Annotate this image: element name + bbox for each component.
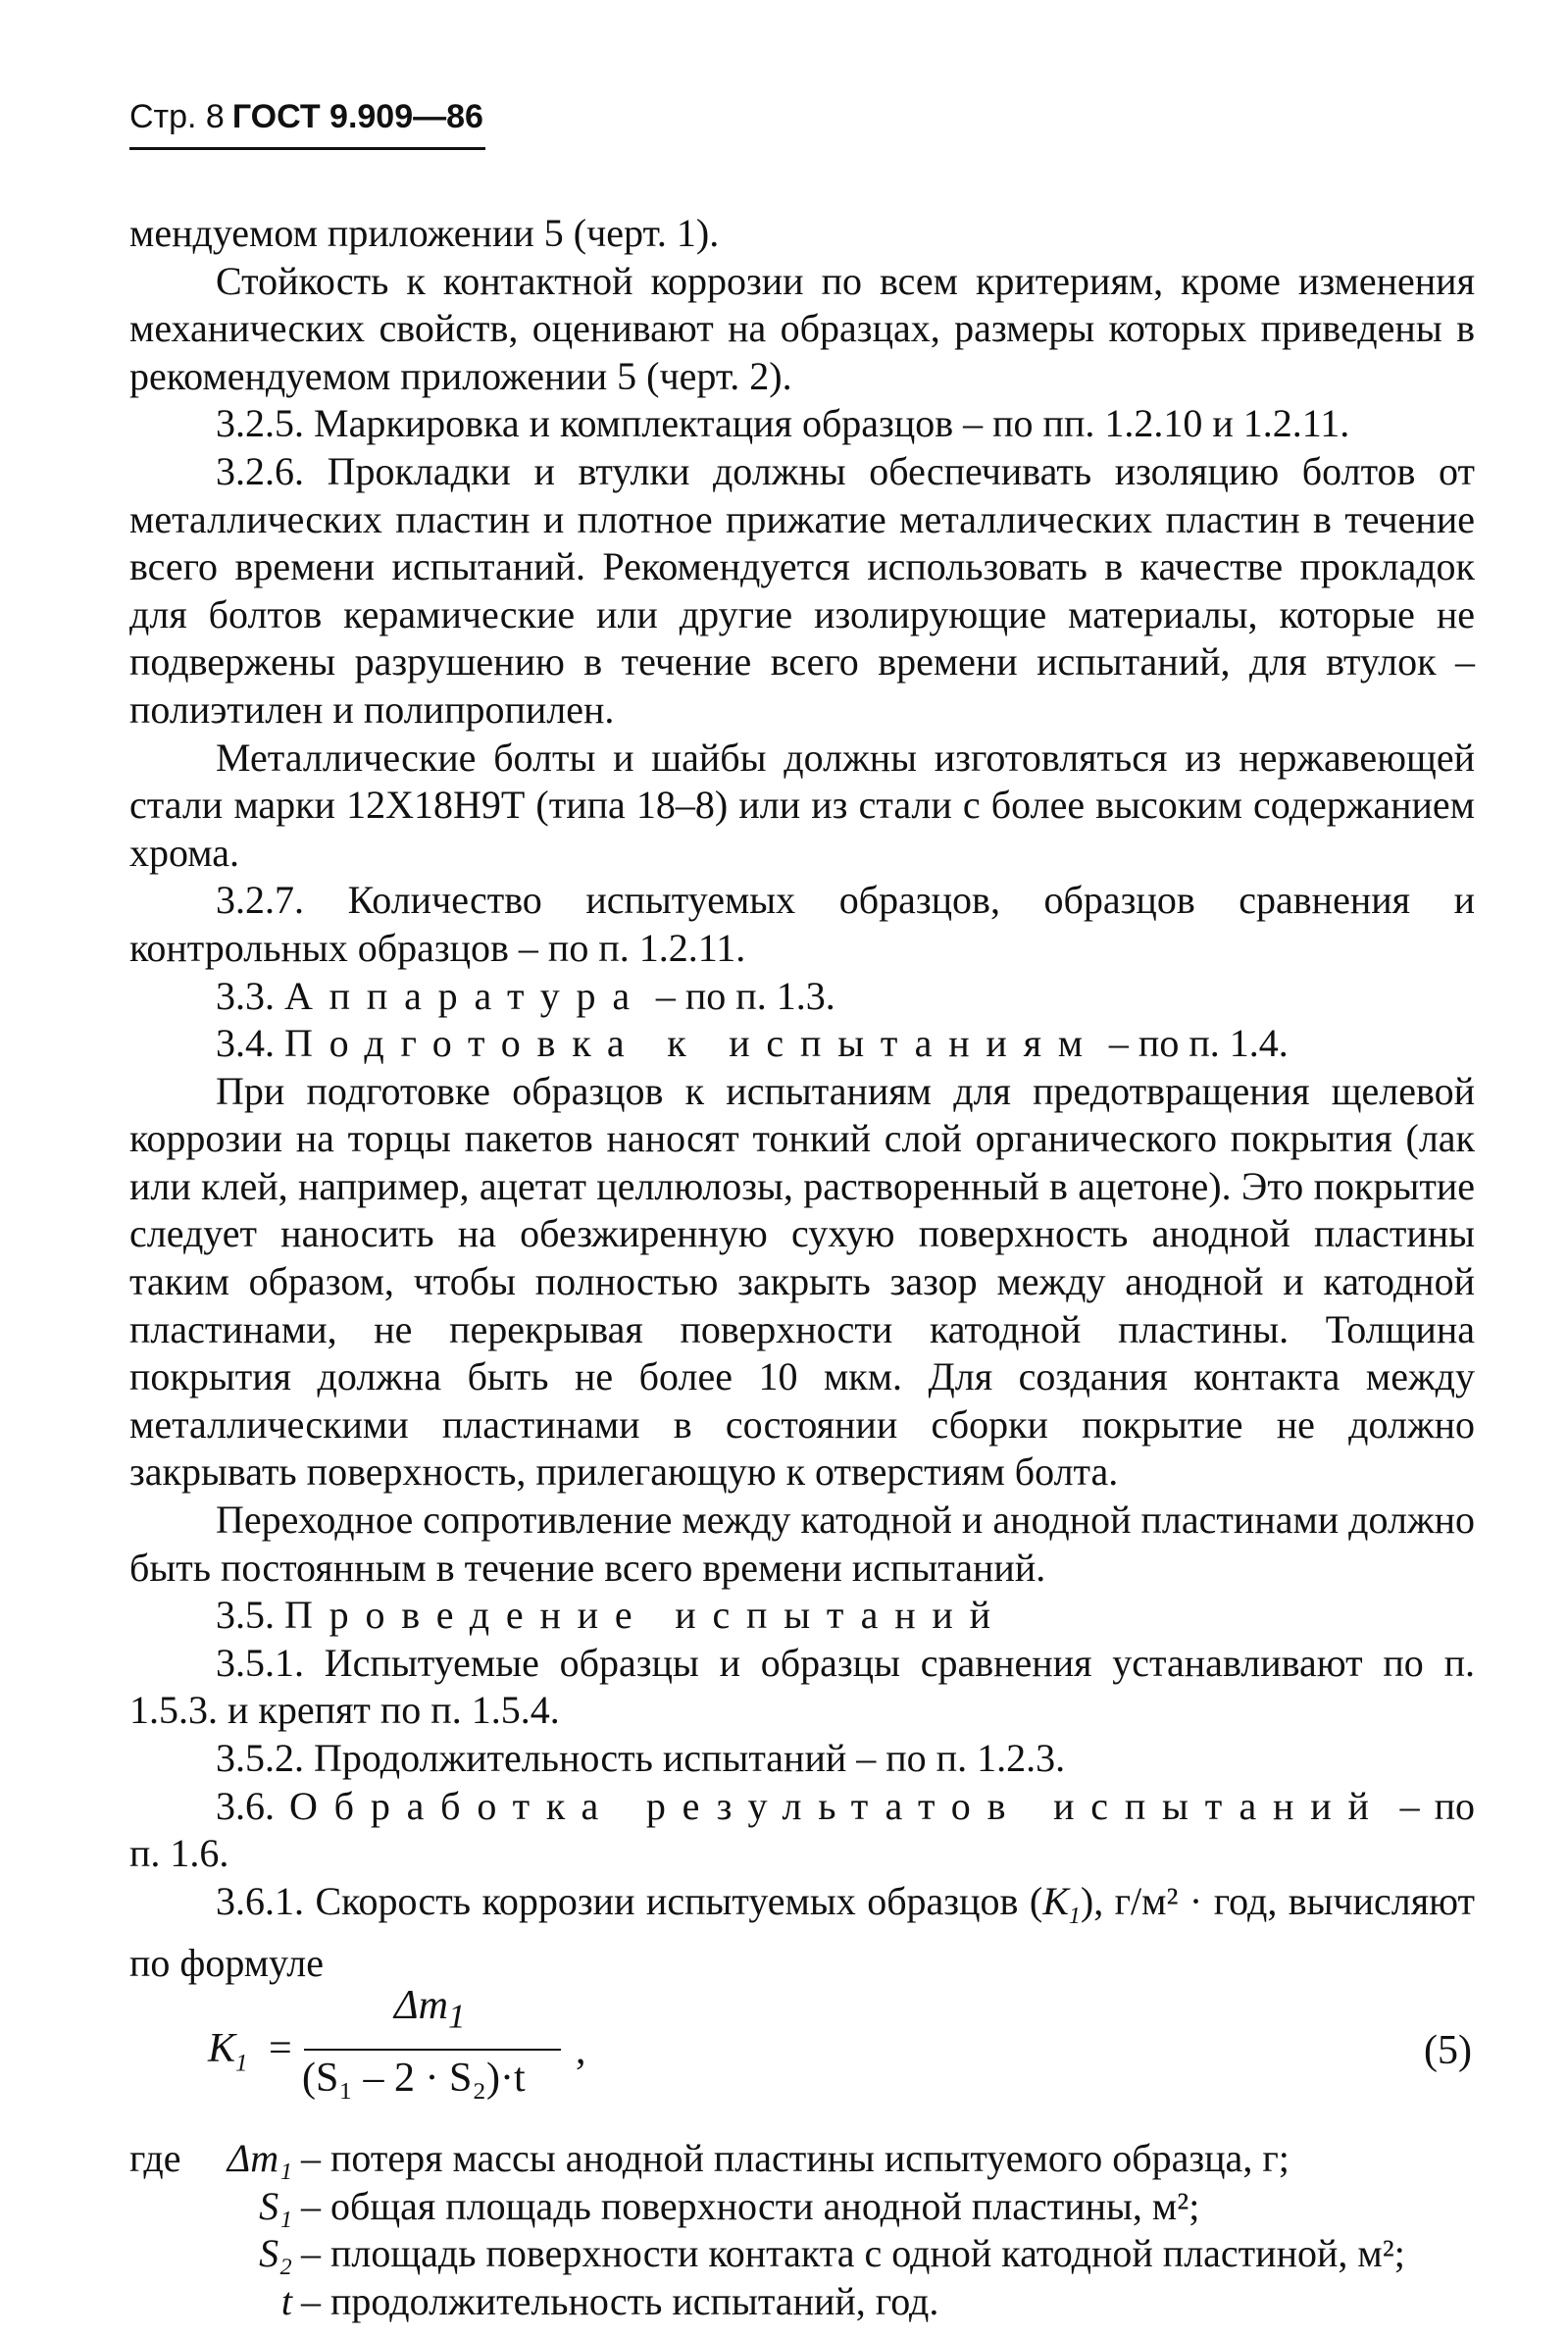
formula: [129, 1982, 1475, 2135]
section-heading: [129, 1783, 1475, 1878]
standard-title: ГОСТ 9.909—86: [231, 98, 483, 135]
formula-number: (5): [1424, 2027, 1472, 2073]
symbol: [1042, 1878, 1081, 1929]
paragraph-text: 3.6.1. Скорость коррозии испытуемых образцов (: [216, 1878, 1043, 1923]
section-number: 3.5.: [216, 1593, 275, 1638]
paragraph: 3.5.2. Продолжительность испытаний – по п. 1.2.3.: [216, 1736, 1066, 1780]
paragraph: При подготовке образцов к испытаниям для предотвращения щелевой коррозии на торцы пакетов наносят тонкий слой органического покрытия (лак или клей, например, ацетат целлюлозы, растворенный в ацетоне). Это покрытие следует наносить на обезжиренную сухую поверхность анодной пластины таким образом, чтобы полностью закрыть зазор между анодной и катодной пластинами, не перекрывая поверхности катодной пластины. Толщина покрытия должна быть не более 10 мкм. Для создания контакта между металлическими пластинами в состоянии сборки покрытие не должно закрывать поверхность, прилегающую к отверстиям болта.: [129, 1068, 1475, 1495]
definition-symbol: t: [280, 2278, 292, 2323]
document-body: [129, 210, 1475, 2325]
page-header: [129, 100, 483, 133]
formula-denominator: (S₁ – 2 · S₂)·t: [302, 2055, 526, 2101]
paragraph: Металлические болты и шайбы должны изготовляться из нержавеющей стали марки 12Х18Н9Т (типа 18–8) или из стали с более высоким содержанием хрома.: [129, 735, 1475, 875]
definition-text: – площадь поверхности контакта с одной катодной пластиной, м²;: [301, 2231, 1405, 2276]
section-heading: [129, 1020, 1475, 1068]
section-heading: [129, 973, 1475, 1021]
section-number: 3.3.: [216, 973, 275, 1018]
section-title: Подготовка к испытаниям: [284, 1021, 1099, 1066]
definition-row: [129, 2135, 1475, 2183]
formula-lhs-subscript: 1: [235, 2050, 248, 2077]
formula-numerator-symbol: Δm: [394, 1982, 448, 2028]
paragraph: 3.2.6. Прокладки и втулки должны обеспечивать изоляцию болтов от металлических пластин и плотное прижатие металлических пластин в течение всего времени испытаний. Рекомендуется использовать в качестве прокладок для болтов керамические или другие изолирующие материалы, которые не подвержены разрушению в течение всего времени испытаний, для втулок – полиэтилен и полипропилен.: [129, 448, 1475, 732]
formula-numerator-subscript: 1: [447, 1997, 466, 2036]
paragraph: Стойкость к контактной коррозии по всем критериям, кроме изменения механических свойств, оценивают на образцах, размеры которых приведены в рекомендуемом приложении 5 (черт. 2).: [129, 258, 1475, 398]
section-reference: – по п. 1.3.: [655, 973, 835, 1018]
formula-equals: =: [269, 2025, 292, 2071]
formula-definitions: [129, 2135, 1475, 2325]
section-number: 3.4.: [216, 1021, 275, 1066]
paragraph: Переходное сопротивление между катодной и анодной пластинами должно быть постоянным в течение всего времени испытаний.: [129, 1498, 1475, 1590]
section-heading: [129, 1592, 1475, 1640]
formula-comma: ,: [576, 2027, 586, 2073]
definition-text: – продолжительность испытаний, год.: [301, 2278, 939, 2323]
symbol-subscript: 1: [1068, 1903, 1081, 1929]
paragraph-text: ), г/м² · год, вычисляют по формуле: [129, 1878, 1476, 1986]
paragraph: 3.2.5. Маркировка и комплектация образцов – по пп. 1.2.10 и 1.2.11.: [216, 401, 1350, 446]
fraction-bar: [304, 2049, 561, 2051]
formula-lhs: [208, 2025, 248, 2088]
definition-symbol: Δm₁: [227, 2135, 292, 2180]
paragraph: мендуемом приложении 5 (черт. 1).: [129, 211, 720, 255]
definition-lead: где: [129, 2135, 181, 2180]
definition-text: – потеря массы анодной пластины испытуемого образца, г;: [301, 2135, 1290, 2180]
formula-numerator: [394, 1982, 465, 2041]
definition-text: – общая площадь поверхности анодной пластины, м²;: [301, 2183, 1200, 2228]
page-number: Стр. 8: [129, 98, 225, 135]
definition-symbol: S₂: [259, 2231, 292, 2276]
section-title: Обработка результатов испытаний: [288, 1783, 1386, 1828]
section-title: Аппаратура: [284, 973, 646, 1018]
symbol-letter: K: [1042, 1878, 1069, 1923]
section-reference: – по п. 1.6.: [129, 1783, 1476, 1876]
definition-row: [129, 2278, 1475, 2326]
paragraph: [129, 1878, 1475, 1988]
section-number: 3.6.: [216, 1783, 275, 1828]
section-title: Проведение испытаний: [284, 1593, 1007, 1638]
header-rule: [129, 147, 485, 150]
section-reference: – по п. 1.4.: [1108, 1021, 1289, 1066]
formula-lhs-symbol: K: [208, 2025, 236, 2071]
definition-row: [129, 2183, 1475, 2231]
definition-row: [129, 2230, 1475, 2278]
paragraph: 3.5.1. Испытуемые образцы и образцы сравнения устанавливают по п. 1.5.3. и крепят по п. 1.5.4.: [129, 1640, 1475, 1733]
paragraph: 3.2.7. Количество испытуемых образцов, образцов сравнения и контрольных образцов – по п. 1.2.11.: [129, 878, 1475, 970]
definition-symbol: S₁: [259, 2183, 292, 2228]
